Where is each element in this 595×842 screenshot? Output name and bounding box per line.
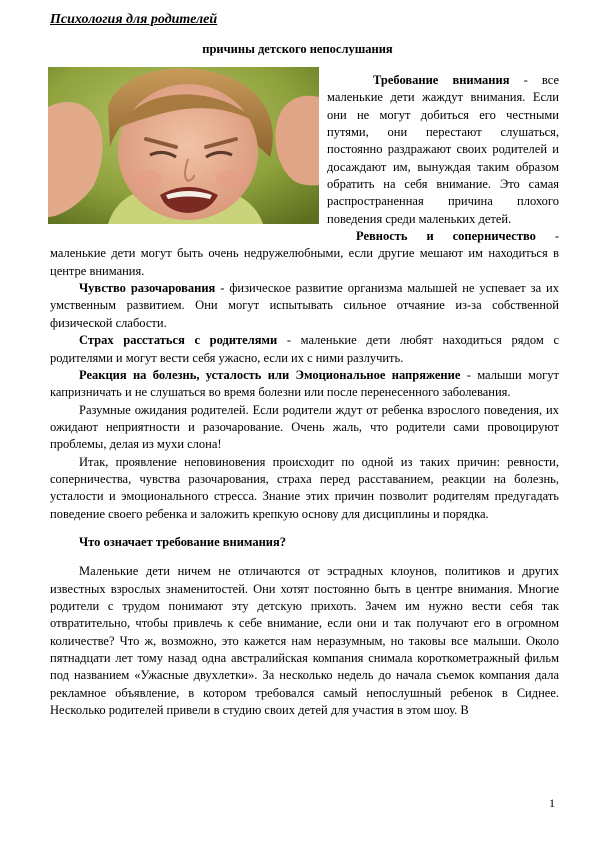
paragraph bbox=[50, 454, 559, 523]
section-subheading: Что означает требование внимания? bbox=[79, 534, 287, 549]
paragraph-text: - маленькие дети любят находиться рядом с родителями и могут вести себя ужасно, если их с ними разлучить. bbox=[50, 333, 559, 365]
paragraph-text: Итак, проявление неповиновения происходит по одной из таких причин: ревности, соперничества, чувства разочарования, страха перед расставанием, реакции на болезнь, усталости и эмоционального стресса. Знание этих причин позволит родителям предугадать поведение своего ребенка и заложить крепкую основу для дисциплины и порядка. bbox=[50, 454, 559, 521]
header-title: Психология для родителей bbox=[50, 12, 218, 27]
paragraph-text: - физическое развитие организма малышей не успевает за их умственным развитием. Они могут испытывать сильное отчаяние из-за собственной физической слабости. bbox=[50, 281, 559, 330]
paragraph-lead: Страх расстаться с родителями bbox=[79, 333, 278, 348]
paragraph bbox=[50, 332, 559, 367]
page-number: 1 bbox=[549, 796, 555, 810]
paragraph bbox=[50, 228, 559, 280]
paragraph: Маленькие дети ничем не отличаются от эстрадных клоунов, политиков и других известных взрослых знаменитостей. Они хотят постоянно быть в центре внимания. Многие родители с трудом понимают эту детскую прихоть. Зачем им нужно вести себя так отвратительно, чтобы привлечь к себе внимание, если они и так получают его в огромном количестве? Что ж, возможно, это кажется нам неразумным, но таковы все малыши. Около пятнадцати лет тому назад одна австралийская компания снимала короткометражный фильм под названием «Ужасные двухлетки». За несколько недель до начала съемок компания дала рекламное объявление, в котором требовался самый непослушный ребенок в Сиднее. Несколько родителей привели в студию своих детей для участия в этом шоу. В bbox=[50, 564, 559, 718]
document-body bbox=[50, 72, 559, 719]
paragraph-text: - малыши могут капризничать и не слушаться во время болезни или после перенесенного заболевания. bbox=[50, 367, 559, 400]
page-title: причины детского непослушания bbox=[202, 42, 393, 56]
paragraph-lead: Требование внимания bbox=[373, 73, 510, 87]
paragraph-lead: Реакция на болезнь, усталость или Эмоциональное напряжение bbox=[79, 367, 461, 382]
paragraph-text: - все маленькие дети жаждут внимания. Если они не могут добиться его честными путями, они перестают слушаться, постоянно раздражают своих родителей и досаждают им, вынуждая таким образом обратить на себя внимание. Это самая распространенная причина плохого поведения среди маленьких детей. bbox=[327, 73, 559, 226]
paragraph-text: Разумные ожидания родителей. Если родители ждут от ребенка взрослого поведения, их ожидают неприятности и разочарование. Очень жаль, что родители сами провоцируют проблемы, делая из мухи слона! bbox=[50, 402, 559, 452]
paragraph bbox=[50, 367, 559, 402]
paragraph-lead: Ревность и соперничество bbox=[356, 229, 536, 244]
paragraph bbox=[50, 402, 559, 454]
paragraph-lead: Чувство разочарования bbox=[79, 281, 216, 296]
paragraph-text: - маленькие дети могут быть очень недружелюбными, если другие мешают им находиться в центре внимания. bbox=[50, 229, 560, 278]
paragraph bbox=[50, 280, 559, 332]
photo-spacer bbox=[50, 72, 327, 233]
